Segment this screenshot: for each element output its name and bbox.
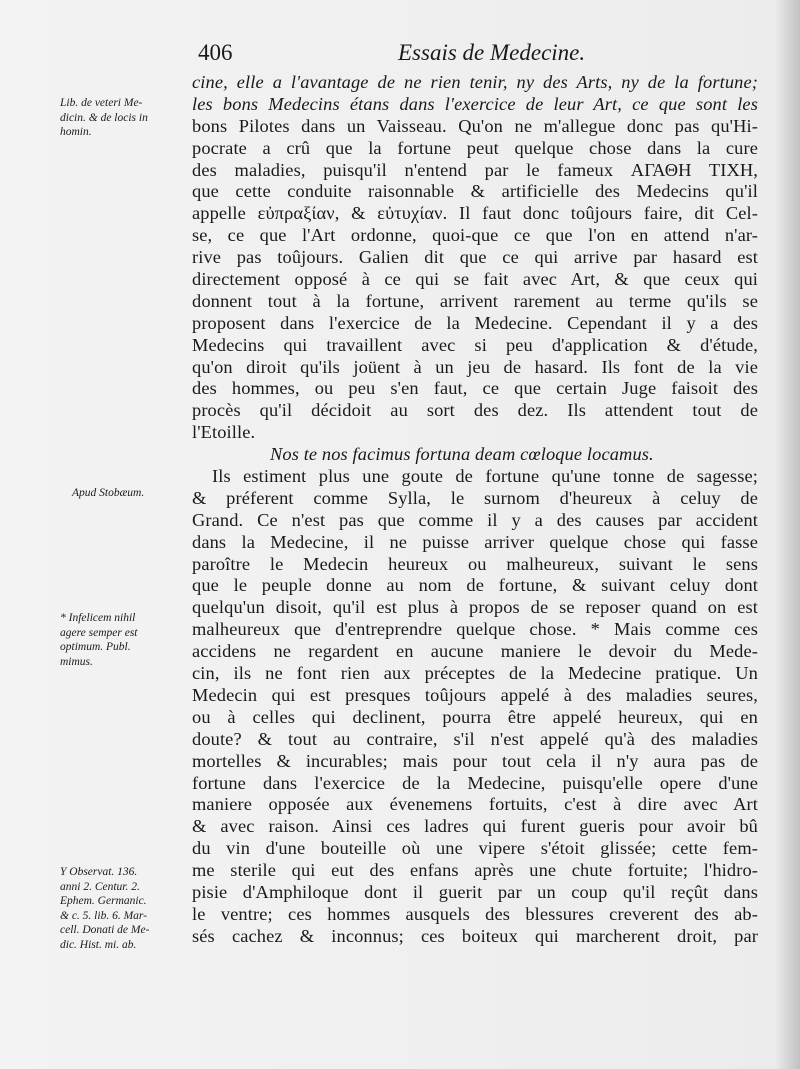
text-line: que le peuple donne au nom de fortune, & suivant celuy dont [192, 575, 758, 596]
text-line: des hommes, ou peu s'en faut, ce que certain Juge faisoit des [192, 378, 758, 399]
text-line: bons Pilotes dans un Vaisseau. Qu'on ne m'allegue donc pas qu'Hi- [192, 115, 758, 136]
text-line: appelle εὐπραξίαν, & εὐτυχίαν. Il faut donc toûjours faire, dit Cel- [192, 203, 758, 224]
margin-note-line: dicin. & de locis in [60, 111, 148, 124]
page-header [198, 40, 758, 68]
text-line: dans la Medecine, il ne puisse arriver quelque chose qui fasse [192, 531, 758, 552]
page-number: 406 [198, 40, 233, 65]
text-line: & avec raison. Ainsi ces ladres qui furent gueris pour avoir bû [192, 816, 758, 837]
margin-note-line: anni 2. Centur. 2. [60, 880, 140, 893]
text-line: maniere opposée aux évenemens fortuits, c'est à dire avec Art [192, 794, 758, 815]
text-line: des maladies, puisqu'il n'entend par le fameux ΑΓΑΘΗ ΤΙΧΗ, [192, 159, 758, 180]
text-line: les bons Medecins étans dans l'exercice de leur Art, ce que sont les [192, 93, 758, 114]
text-line: l'Etoille. [192, 422, 256, 443]
text-line: Medecins qui travaillent avec si peu d'application & d'étude, [192, 334, 758, 355]
text-line: Ils estiment plus une goute de fortune qu'une tonne de sagesse; [212, 466, 758, 487]
text-line: accidens ne regardent en aucune maniere le devoir du Mede- [192, 641, 758, 662]
text-line: que cette conduite raisonnable & artificielle des Medecins qu'il [192, 181, 758, 202]
text-line: cin, ils ne font rien aux préceptes de la Medecine pratique. Un [192, 663, 758, 684]
text-line: le ventre; ces hommes ausquels des blessures creverent des ab- [192, 903, 758, 924]
page-edge-shadow [774, 0, 800, 1069]
margin-note-line: cell. Donati de Me- [60, 924, 150, 936]
text-line: fortune dans l'exercice de la Medecine, puisqu'elle opere d'une [192, 772, 758, 793]
text-line: pisie d'Amphiloque dont il guerit par un coup qu'il reçût dans [192, 881, 758, 902]
text-line: Grand. Ce n'est pas que comme il y a des causes par accident [192, 509, 758, 530]
margin-note-line: mimus. [60, 655, 93, 668]
text-line: qu'on diroit qu'ils joüent à un jeu de hasard. Ils font de la vie [192, 356, 758, 377]
text-line: se, ce que l'Art ordonne, quoi-que ce que l'on en attend n'ar- [192, 225, 758, 246]
margin-note [60, 865, 188, 952]
text-line: donnent tout à la fortune, arrivent rarement au terme qu'ils se [192, 290, 758, 311]
margin-note-line: dic. Hist. mi. ab. [60, 938, 137, 951]
margin-note-line: & c. 5. lib. 6. Mar- [60, 909, 147, 922]
running-title: Essais de Medecine. [398, 40, 586, 65]
margin-note-line: optimum. Publ. [60, 641, 131, 653]
main-text-column [192, 72, 758, 948]
text-line: ou à celles qui declinent, pourra être appelé heureux, qui en [192, 706, 758, 727]
text-line: quelqu'un disoit, qu'il est plus à propos de se reposer quand on est [192, 597, 758, 618]
text-line: Medecin qui est presques toûjours appelé à des maladies seures, [192, 684, 758, 705]
text-line: pocrate a crû que la fortune peut quelque chose dans la cure [192, 137, 758, 158]
text-line: cine, elle a l'avantage de ne rien tenir, ny des Arts, ny de la fortune; [192, 72, 758, 92]
margin-note [72, 486, 200, 501]
text-line: du vin d'une bouteille où une vipere s'étoit glissée; cette fem- [192, 838, 758, 859]
text-line: rive pas toûjours. Galien dit que ce qui arrive par hasard est [192, 247, 758, 268]
margin-note-line: Y Observat. 136. [60, 866, 138, 878]
text-line: me sterile qui eut des enfans après une chute fortuite; l'hidro- [192, 860, 758, 881]
margin-note-line: Apud Stobæum. [72, 487, 145, 499]
margin-note-line: agere semper est [60, 626, 138, 639]
text-line: doute? & tout au contraire, s'il n'est appelé qu'à des maladies [192, 728, 758, 749]
margin-note-line: homin. [60, 126, 92, 138]
text-line: directement opposé à ce qui se fait avec Art, & que ceux qui [192, 269, 758, 290]
text-line: paroître le Medecin heureux ou malheureux, suivant le sens [192, 553, 758, 574]
text-line: procès qu'il décidoit au sort des dez. Ils attendent tout de [192, 400, 758, 421]
text-line: sés cachez & inconnus; ces boiteux qui marcherent droit, par [192, 925, 758, 946]
margin-note-line: * Infelicem nihil [60, 612, 136, 624]
margin-note-line: Ephem. Germanic. [60, 895, 147, 907]
text-line: mortelles & incurables; mais pour tout cela il n'y aura pas de [192, 750, 758, 771]
text-line: malheureux que d'entreprendre quelque chose. * Mais comme ces [192, 619, 758, 640]
text-line: & préferent comme Sylla, le surnom d'heureux à celuy de [192, 487, 758, 508]
text-line: proposent dans l'exercice de la Medecine. Cependant il y a des [192, 312, 758, 333]
margin-note [60, 96, 188, 140]
quotation-line: Nos te nos facimus fortuna deam cœloque locamus. [270, 444, 654, 465]
margin-note-line: Lib. de veteri Me- [60, 97, 143, 109]
margin-note [60, 611, 188, 669]
